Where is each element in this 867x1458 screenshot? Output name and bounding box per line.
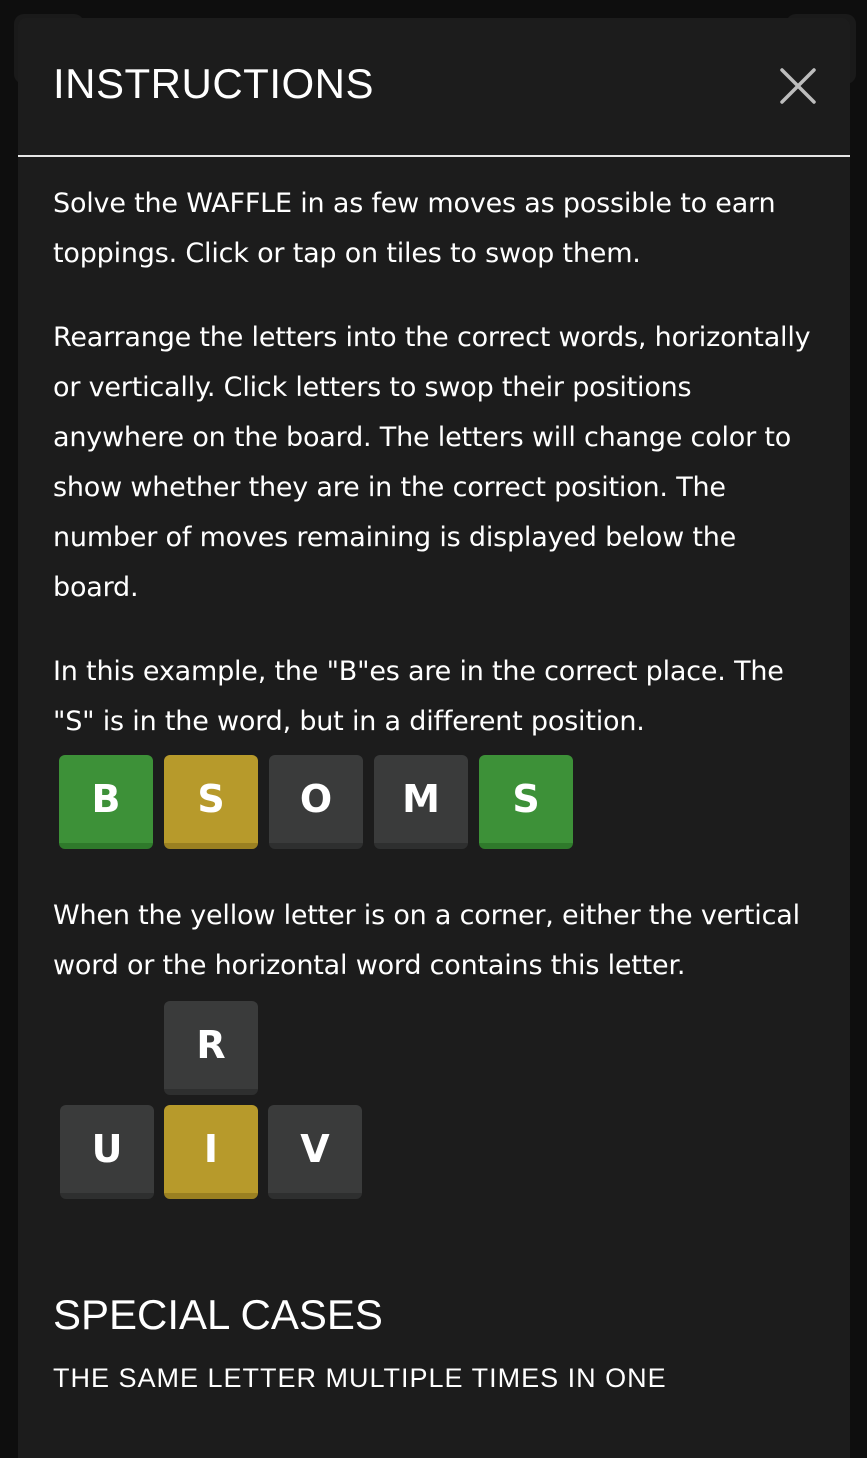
example-tile: S [164, 755, 258, 849]
corner-paragraph: When the yellow letter is on a corner, either the vertical word or the horizontal word contains this letter. [53, 900, 800, 981]
example-tile: M [374, 755, 468, 849]
corner-tile-top: R [164, 1001, 258, 1095]
special-cases-subtitle: THE SAME LETTER MULTIPLE TIMES IN ONE [53, 1363, 667, 1393]
modal-body [18, 157, 850, 1403]
rearrange-paragraph: Rearrange the letters into the correct words, horizontally or vertically. Click letters to swop their positions anywhere on the board. The letters will change color to show whether they are in the correct position. The number of moves remaining is displayed below the board. [53, 322, 811, 603]
example-tile-row [59, 755, 815, 849]
example-tile: B [59, 755, 153, 849]
corner-tile-left: U [60, 1105, 154, 1199]
example-tile: O [269, 755, 363, 849]
intro-paragraph: Solve the WAFFLE in as few moves as possible to earn toppings. Click or tap on tiles to swop them. [53, 188, 776, 269]
close-icon [778, 66, 818, 106]
corner-tile-right: V [268, 1105, 362, 1199]
example-tile: S [479, 755, 573, 849]
example-paragraph: In this example, the "B"es are in the correct place. The "S" is in the word, but in a different position. [53, 656, 784, 737]
modal-title: INSTRUCTIONS [53, 60, 374, 107]
modal-header [18, 18, 850, 157]
special-cases-title: SPECIAL CASES [53, 1291, 383, 1338]
instructions-modal [18, 18, 850, 1458]
corner-example-grid [60, 1001, 370, 1201]
close-button[interactable] [778, 66, 818, 106]
corner-tile-middle: I [164, 1105, 258, 1199]
